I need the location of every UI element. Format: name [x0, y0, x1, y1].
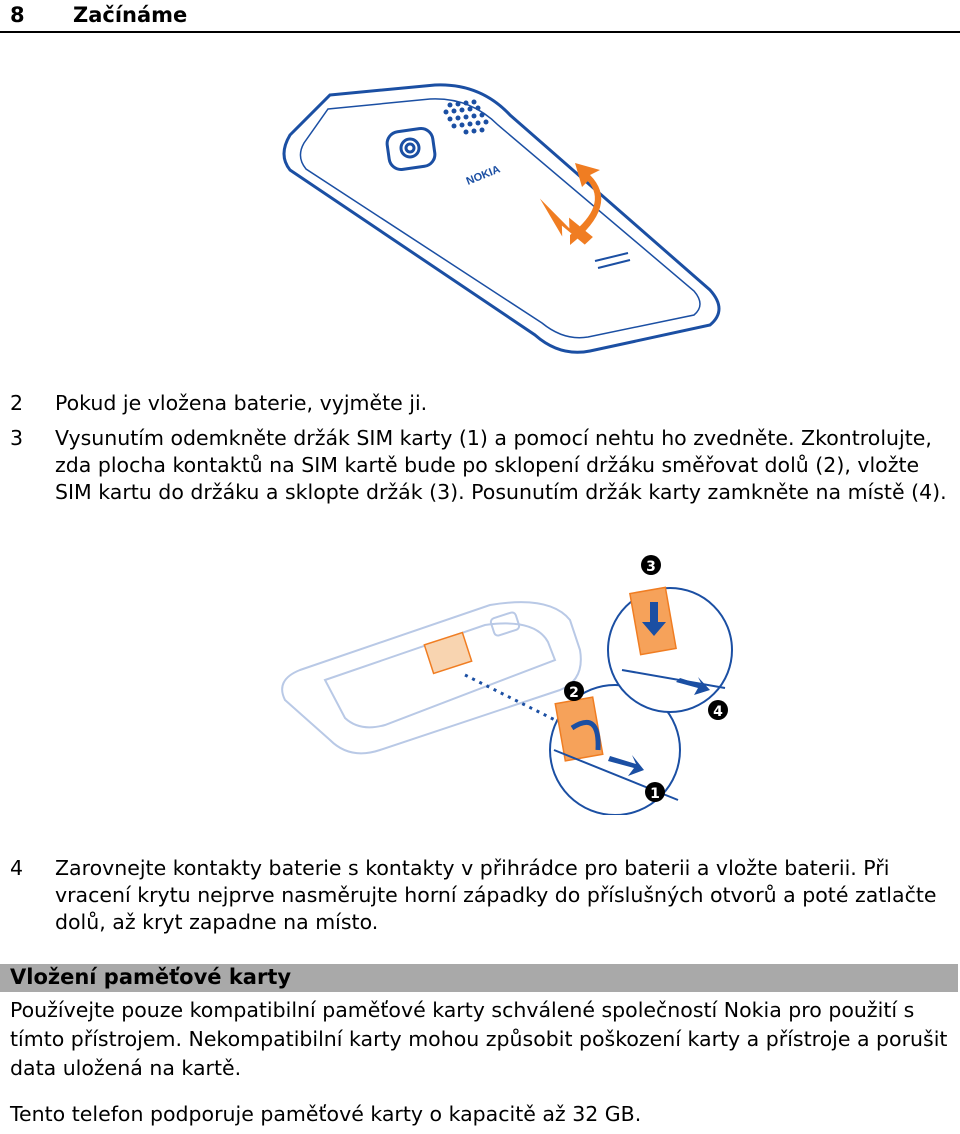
section-heading: Vložení paměťové karty [10, 965, 292, 989]
step-number: 3 [10, 426, 24, 450]
step-text: Vysunutím odemkněte držák SIM karty (1) a pomocí nehtu ho zvedněte. Zkontrolujte, zda plocha kontaktů na SIM kartě bude po sklopení držáku směřovat dolů (2), vložte SIM kartu do držáku a sklopte držák (3). Posunutím držák karty zamkněte na místě (4). [55, 426, 947, 504]
step-number: 4 [10, 856, 24, 880]
back-cover-illustration [270, 75, 740, 365]
page-header [0, 0, 960, 32]
step-text: Zarovnejte kontakty baterie s kontakty v přihrádce pro baterii a vložte baterii. Při vracení krytu nejprve nasměrujte horní západky do příslušných otvorů a poté zatlačte dolů, až kryt zapadne na místo. [55, 856, 937, 934]
chapter-title: Začínáme [73, 3, 188, 27]
speaker-grille-icon [444, 100, 489, 135]
svg-text:1: 1 [650, 786, 660, 802]
memory-card-capacity: Tento telefon podporuje paměťové karty o kapacitě až 32 GB. [10, 1102, 642, 1126]
svg-text:2: 2 [569, 685, 579, 701]
zoom-detail-upper [608, 587, 732, 712]
header-rule [0, 31, 960, 33]
lift-arrow-icon [530, 163, 601, 246]
callout-3 [641, 555, 661, 575]
svg-text:4: 4 [713, 704, 723, 720]
callout-2 [564, 681, 584, 701]
nokia-logo: NOKIA [464, 163, 502, 188]
memory-card-warning: Používejte pouze kompatibilní paměťové karty schválené společností Nokia pro použití s tímto přístrojem. Nekompatibilní karty mohou způsobit poškození karty a přístroje a porušit data uložená na kartě. [10, 998, 948, 1080]
callout-4 [708, 700, 728, 720]
sim-card-illustration [270, 550, 740, 815]
step-number: 2 [10, 391, 24, 415]
step-text: Pokud je vložena baterie, vyjměte ji. [55, 391, 428, 415]
svg-text:3: 3 [646, 559, 656, 575]
callout-1 [645, 782, 665, 802]
page-number: 8 [10, 3, 25, 27]
section-heading-bar [0, 964, 958, 992]
